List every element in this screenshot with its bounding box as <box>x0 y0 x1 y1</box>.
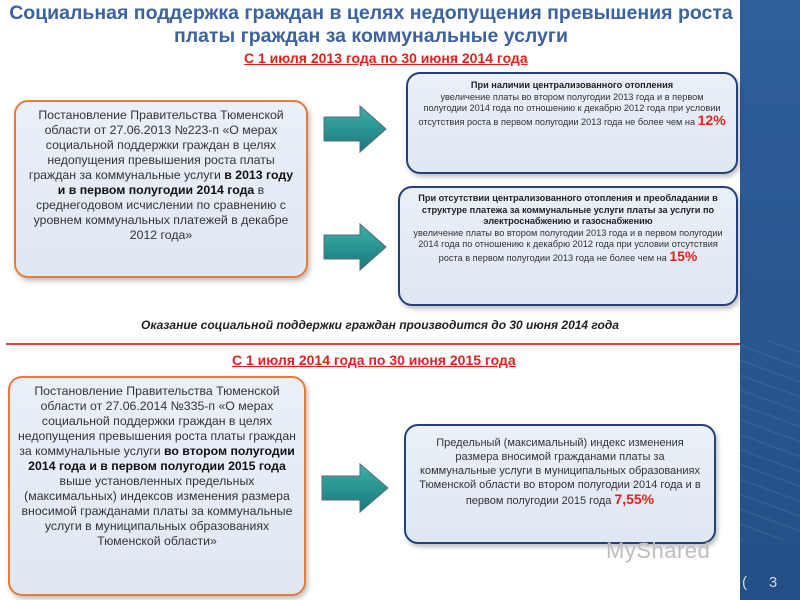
decree-2013-text-a: Постановление Правительства Тюменской области от 27.06.2013 №223-п «О мерах социальной поддержки граждан в целях недопущения превышения роста платы граждан за коммунальные услуги <box>28 108 284 182</box>
central-heating-percent: 12% <box>697 111 726 128</box>
max-index-text: Предельный (максимальный) индекс изменения размера вносимой гражданами платы за коммунальные услуги в муниципальных образованиях Тюменской области во втором полугодии 2014 года и в первом полугодии 2015 года <box>419 437 701 507</box>
slide-title <box>6 2 736 48</box>
arrow-right-icon <box>320 462 390 514</box>
arrow-right-icon <box>322 222 388 272</box>
max-index-percent: 7,55% <box>614 491 655 507</box>
support-note: Оказание социальной поддержки граждан производится до 30 июня 2014 года <box>141 318 619 332</box>
sidebar-pattern <box>740 340 800 540</box>
no-central-percent: 15% <box>669 247 698 264</box>
decree-2013-text-b: в среднегодовом исчислении по сравнению с уровнем коммунальных платежей в декабре 2012 года» <box>33 183 289 242</box>
no-central-heating-box <box>398 186 738 306</box>
title-line-2: платы граждан за коммунальные услуги <box>173 25 569 47</box>
period-2-heading: С 1 июля 2014 года по 30 июня 2015 года <box>232 352 516 368</box>
decree-2014-bold: во втором полугодии 2014 года и в первом полугодии 2015 года <box>28 444 295 473</box>
title-line-1: Социальная поддержка граждан в целях недопущения превышения роста <box>9 2 733 24</box>
page-bracket-icon: ( <box>742 574 747 591</box>
watermark-logo: MyShared <box>606 538 711 563</box>
arrow-right-icon <box>322 104 388 154</box>
section-divider <box>6 343 740 345</box>
decree-2014-box <box>8 376 306 596</box>
max-index-box <box>404 424 716 544</box>
central-heating-heading: При наличии централизованного отопления <box>470 80 674 90</box>
decree-2013-bold: в 2013 году и в первом полугодии 2014 года <box>57 168 294 197</box>
no-central-text: увеличение платы во втором полугодии 2013 года и в первом полугодии 2014 года по отношению к декабрю 2012 года при условии отсутствия роста в первом полугодии 2013 года не более чем на <box>413 227 723 263</box>
slide-sidebar <box>740 0 800 600</box>
decree-2013-box <box>14 100 308 278</box>
no-central-heading: При отсутствии централизованного отопления и преобладании в структуре платежа за коммунальные услуги платы за услуги по электроснабжению и газоснабжению <box>418 193 718 227</box>
page-number: 3 <box>768 574 778 591</box>
decree-2014-text-a: Постановление Правительства Тюменской области от 27.06.2014 №335-п «О мерах социальной поддержки граждан в целях недопущения превышения роста платы граждан за коммунальные услуги <box>18 384 296 458</box>
decree-2014-text-b: выше установленных предельных (максимальных) индексов изменения размера вносимой гражданами платы за коммунальные услуги в муниципальных образованиях Тюменской области» <box>21 474 293 548</box>
central-heating-box <box>406 72 738 174</box>
period-1-heading: С 1 июля 2013 года по 30 июня 2014 года <box>244 50 528 66</box>
central-heating-text: увеличение платы во втором полугодии 2013 года и в первом полугодии 2014 года по отношению к декабрю 2012 года при условии отсутствия роста в первом полугодии 2013 года не более чем на <box>418 91 721 127</box>
